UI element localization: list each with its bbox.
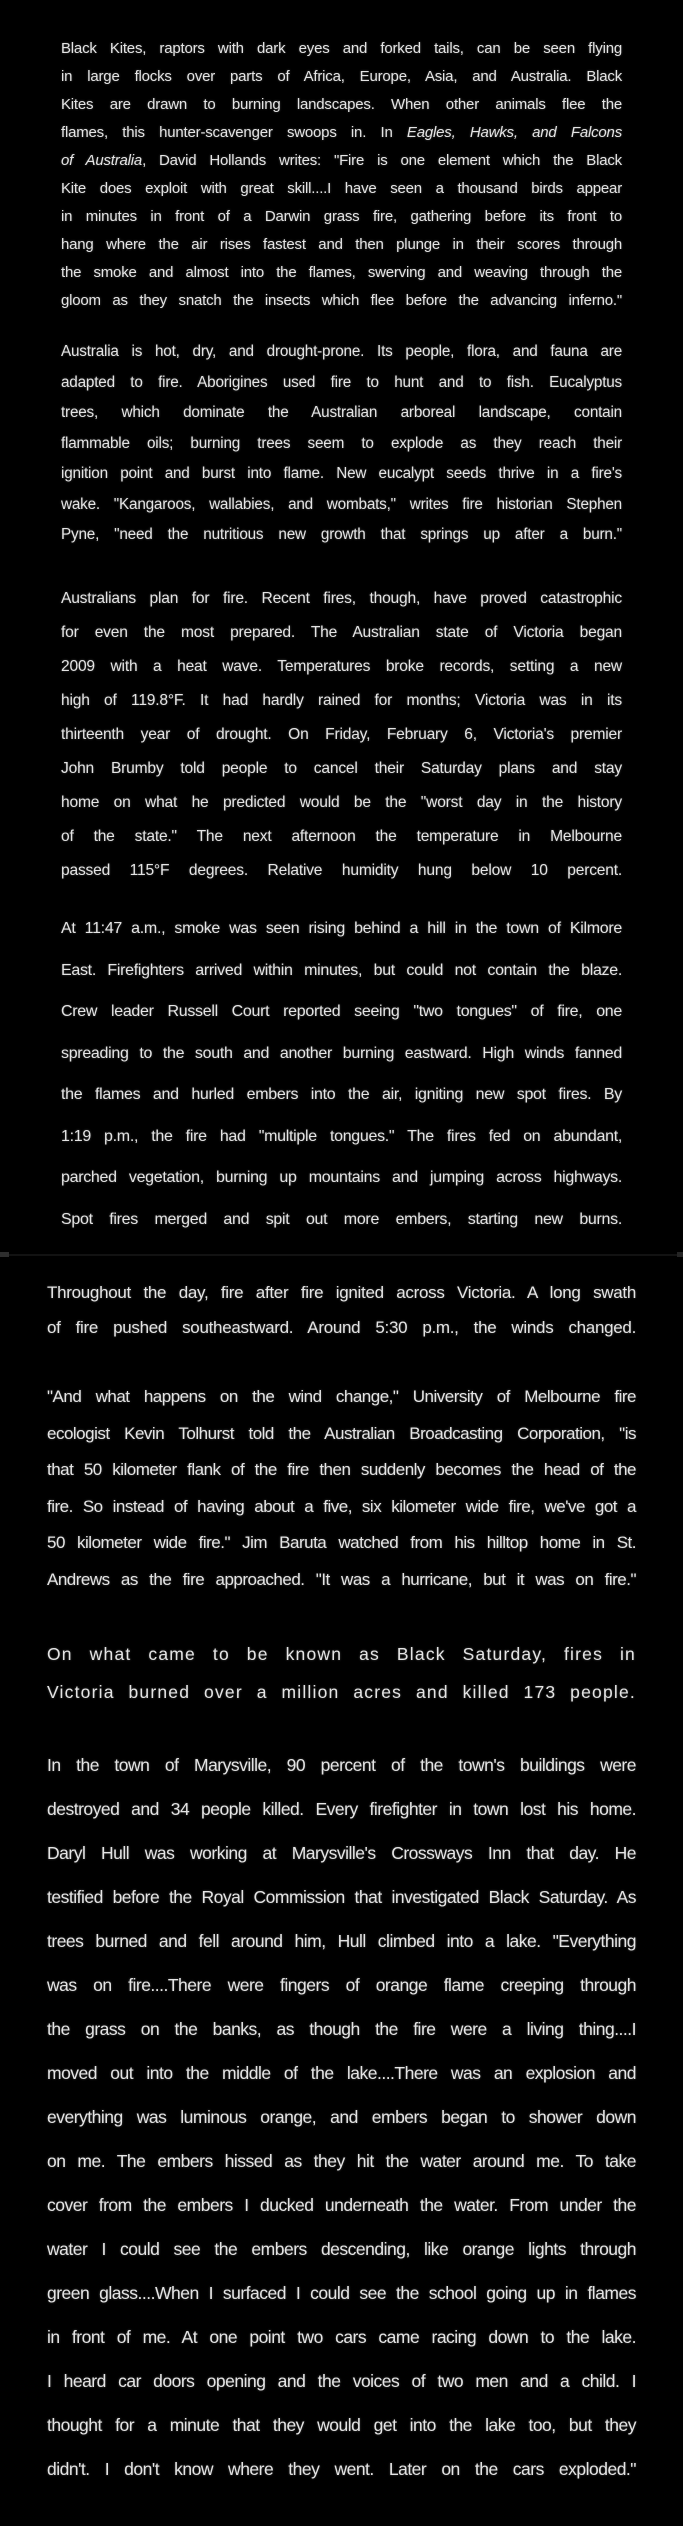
text-line: of Australia, David Hollands writes: "Fire is one element which the Black — [61, 152, 622, 169]
text-line: In the town of Marysville, 90 percent of the town's buildings were — [47, 1755, 636, 1775]
text-line: adapted to fire. Aborigines used fire to hunt and to fish. Eucalyptus — [61, 373, 622, 391]
text-line: trees, which dominate the Australian arboreal landscape, contain — [61, 404, 622, 421]
text-line: trees burned and fell around him, Hull climbed into a lake. "Everything — [47, 1931, 636, 1951]
text-line: Throughout the day, fire after fire ignited across Victoria. A long swath — [47, 1283, 636, 1302]
text-line: thirteenth year of drought. On Friday, February 6, Victoria's premier — [61, 726, 622, 743]
paragraph-victoria-heat-wave — [61, 582, 622, 888]
text-line: in minutes in front of a Darwin grass fire, gathering before its front to — [61, 208, 622, 225]
text-line: Victoria burned over a million acres and killed 173 people. — [47, 1682, 636, 1702]
text-line: Andrews as the fire approached. "It was a hurricane, but it was on fire." — [47, 1569, 636, 1589]
seam-tick-left — [0, 1252, 9, 1257]
text-line: that 50 kilometer flank of the fire then suddenly becomes the head of the — [47, 1460, 636, 1479]
text-line: ecologist Kevin Tolhurst told the Australian Broadcasting Corporation, "is — [47, 1423, 636, 1443]
text-line: wake. "Kangaroos, wallabies, and wombats," writes fire historian Stephen — [61, 495, 622, 513]
text-line: East. Firefighters arrived within minutes, but could not contain the blaze. — [61, 961, 622, 979]
text-line: moved out into the middle of the lake....There was an explosion and — [47, 2063, 636, 2083]
text-line: John Brumby told people to cancel their Saturday plans and stay — [61, 760, 622, 777]
text-line: ignition point and burst into flame. New eucalypt seeds thrive in a fire's — [61, 465, 622, 482]
text-line: Kites are drawn to burning landscapes. When other animals flee the — [61, 96, 622, 113]
text-line: Crew leader Russell Court reported seeing "two tongues" of fire, one — [61, 1003, 622, 1020]
text-line: of the state." The next afternoon the temperature in Melbourne — [61, 828, 622, 845]
text-line: 1:19 p.m., the fire had "multiple tongues." The fires fed on abundant, — [61, 1127, 622, 1145]
text-line: fire. So instead of having about a five, six kilometer wide fire, we've got a — [47, 1496, 636, 1516]
text-line: Spot fires merged and spit out more embers, starting new burns. — [61, 1210, 622, 1228]
seam-tick-right — [677, 1252, 683, 1257]
text-line: for even the most prepared. The Australian state of Victoria began — [61, 624, 622, 641]
text-line: testified before the Royal Commission that investigated Black Saturday. As — [47, 1887, 636, 1907]
text-line: thought for a minute that they would get into the lake too, but they — [47, 2415, 636, 2435]
text-line: passed 115°F degrees. Relative humidity hung below 10 percent. — [61, 862, 622, 879]
text-line: Kite does exploit with great skill....I have seen a thousand birds appear — [61, 180, 622, 197]
text-line: everything was luminous orange, and embers began to shower down — [47, 2107, 636, 2127]
paragraph-winds-changed — [47, 1275, 636, 1345]
paragraph-marysville-daryl-hull — [47, 1743, 636, 2491]
paragraph-australia-fire-adapted — [61, 337, 622, 551]
text-line: On what came to be known as Black Saturday, fires in — [47, 1644, 636, 1664]
text-line: Pyne, "need the nutritious new growth that springs up after a burn." — [61, 526, 622, 543]
text-line: spreading to the south and another burning eastward. High winds fanned — [61, 1044, 622, 1062]
text-line: hang where the air rises fastest and then plunge in their scores through — [61, 236, 622, 253]
text-line: was on fire....There were fingers of orange flame creeping through — [47, 1975, 636, 1995]
text-line: of fire pushed southeastward. Around 5:30 p.m., the winds changed. — [47, 1318, 636, 1337]
text-line: At 11:47 a.m., smoke was seen rising behind a hill in the town of Kilmore — [61, 920, 622, 937]
text-line: the smoke and almost into the flames, swerving and weaving through the — [61, 264, 622, 281]
text-line: I heard car doors opening and the voices of two men and a child. I — [47, 2371, 636, 2391]
text-line: high of 119.8°F. It had hardly rained for months; Victoria was in its — [61, 692, 622, 709]
text-line: the flames and hurled embers into the air, igniting new spot fires. By — [61, 1086, 622, 1103]
text-line: destroyed and 34 people killed. Every firefighter in town lost his home. — [47, 1799, 636, 1819]
text-line: Australians plan for fire. Recent fires, though, have proved catastrophic — [61, 590, 622, 607]
text-line: 50 kilometer wide fire." Jim Baruta watched from his hilltop home in St. — [47, 1533, 636, 1552]
text-line: gloom as they snatch the insects which flee before the advancing inferno." — [61, 292, 622, 309]
text-line: water I could see the embers descending, like orange lights through — [47, 2239, 636, 2259]
text-line: didn't. I don't know where they went. Later on the cars exploded." — [47, 2459, 636, 2479]
text-line: in front of me. At one point two cars came racing down to the lake. — [47, 2327, 636, 2347]
text-line: Australia is hot, dry, and drought-prone. Its people, flora, and fauna are — [61, 343, 622, 360]
text-line: Daryl Hull was working at Marysville's Crossways Inn that day. He — [47, 1843, 636, 1863]
text-line: the grass on the banks, as though the fire were a living thing....I — [47, 2019, 636, 2039]
paragraph-tolhurst-quote — [47, 1379, 636, 1598]
paragraph-black-kites — [61, 35, 622, 315]
text-line: in large flocks over parts of Africa, Europe, Asia, and Australia. Black — [61, 68, 622, 85]
paragraph-kilmore-east-fire — [61, 908, 622, 1240]
text-line: on me. The embers hissed as they hit the water around me. To take — [47, 2151, 636, 2171]
text-line: flammable oils; burning trees seem to explode as they reach their — [61, 434, 622, 452]
page-seam — [0, 1254, 683, 1256]
text-line: Black Kites, raptors with dark eyes and forked tails, can be seen flying — [61, 40, 622, 57]
paragraph-black-saturday-toll — [47, 1635, 636, 1711]
text-line: parched vegetation, burning up mountains and jumping across highways. — [61, 1169, 622, 1186]
text-line: "And what happens on the wind change," University of Melbourne fire — [47, 1387, 636, 1406]
text-line: flames, this hunter-scavenger swoops in. In Eagles, Hawks, and Falcons — [61, 124, 622, 141]
text-line: cover from the embers I ducked underneath the water. From under the — [47, 2195, 636, 2215]
text-line: home on what he predicted would be the "worst day in the history — [61, 794, 622, 811]
text-line: 2009 with a heat wave. Temperatures broke records, setting a new — [61, 658, 622, 675]
text-line: green glass....When I surfaced I could see the school going up in flames — [47, 2283, 636, 2303]
